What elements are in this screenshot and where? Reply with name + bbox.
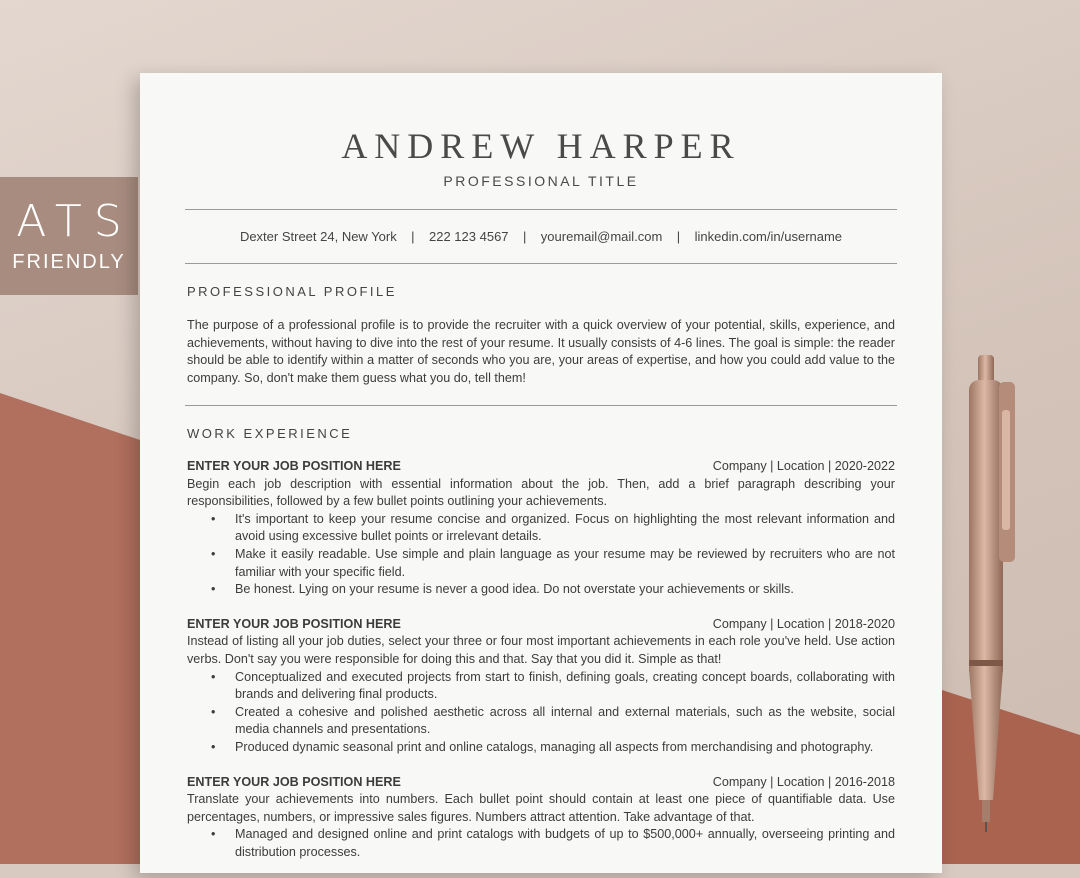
contact-line: Dexter Street 24, New York | 222 123 4567 | youremail@mail.com | linkedin.com/in/username [239,229,843,244]
banner-friendly: FRIENDLY [12,251,126,273]
job-description: Instead of listing all your job duties, select your three or four most important achievements in each role you've held. Use action verbs. Don't say you were responsible for doing this and that. Say that you did it. Simple as that! [187,634,895,666]
bullet-list [235,511,895,599]
job-description: Begin each job description with essential information about the job. Then, add a brief paragraph describing your responsibilities, followed by a few bullet points outlining your achievements. [187,476,895,509]
job-entry [187,774,895,862]
job-position: ENTER YOUR JOB POSITION HERE [187,616,401,631]
job-header [187,774,895,792]
job-entry [187,458,895,599]
profile-text: The purpose of a professional profile is to provide the recruiter with a quick overview of your potential, skills, experience, and achievements, without having to dive into the rest of your resume. It usually consists of 4-6 lines. The goal is simple: the reader should be able to identify within a matter of seconds who you are, your areas of expertise, and how you could add value to the company. So, don't make them guess what you do, tell them! [187,318,895,385]
divider [185,209,897,210]
divider [185,405,897,406]
job-position: ENTER YOUR JOB POSITION HERE [187,774,401,789]
job-entry [187,616,895,757]
bullet-item: • Be honest. Lying on your resume is never a good idea. Do not overstate your achievements or skills. [235,581,895,599]
section-heading-profile: PROFESSIONAL PROFILE [187,284,397,299]
ats-friendly-banner [0,177,138,295]
resume-name: ANDREW HARPER [341,126,741,166]
job-header [187,458,895,476]
bullet-item: • It's important to keep your resume concise and organized. Focus on highlighting the most relevant information and avoid using excessive bullet points or irrelevant details. [235,511,895,546]
bullet-item: • Make it easily readable. Use simple and plain language as your resume may be reviewed by recruiters who are not familiar with your specific field. [235,546,895,581]
work-experience-list [187,458,895,878]
bullet-item: • Conceptualized and executed projects from start to finish, defining goals, creating concept boards, collaborating with brands and delivering final products. [235,669,895,704]
job-meta: Company | Location | 2020-2022 [712,459,895,473]
job-description: Translate your achievements into numbers. Each bullet point should contain at least one piece of quantifiable data. Use percentages, numbers, or impressive sales figures. Numbers attract attention. Take advantage of that. [187,792,895,824]
job-meta: Company | Location | 2018-2020 [712,616,895,631]
section-heading-work: WORK EXPERIENCE [187,426,353,441]
bullet-list [235,826,895,861]
resume-title: PROFESSIONAL TITLE [443,173,639,189]
bullet-item: • Produced dynamic seasonal print and online catalogs, managing all aspects from merchandising and photography. [235,739,895,757]
bullet-list [235,669,895,757]
resume-page [140,73,942,873]
bullet-item: • Managed and designed online and print catalogs with budgets of up to $500,000+ annually, overseeing printing and distribution processes. [235,826,895,861]
job-position: ENTER YOUR JOB POSITION HERE [187,459,401,473]
pen-decoration [955,350,1025,840]
job-meta: Company | Location | 2016-2018 [712,774,895,789]
job-header [187,616,895,634]
divider [185,263,897,264]
banner-ats: ATS [16,196,134,247]
bullet-item: • Created a cohesive and polished aesthetic across all internal and external materials, such as the website, social media channels and presentations. [235,704,895,739]
